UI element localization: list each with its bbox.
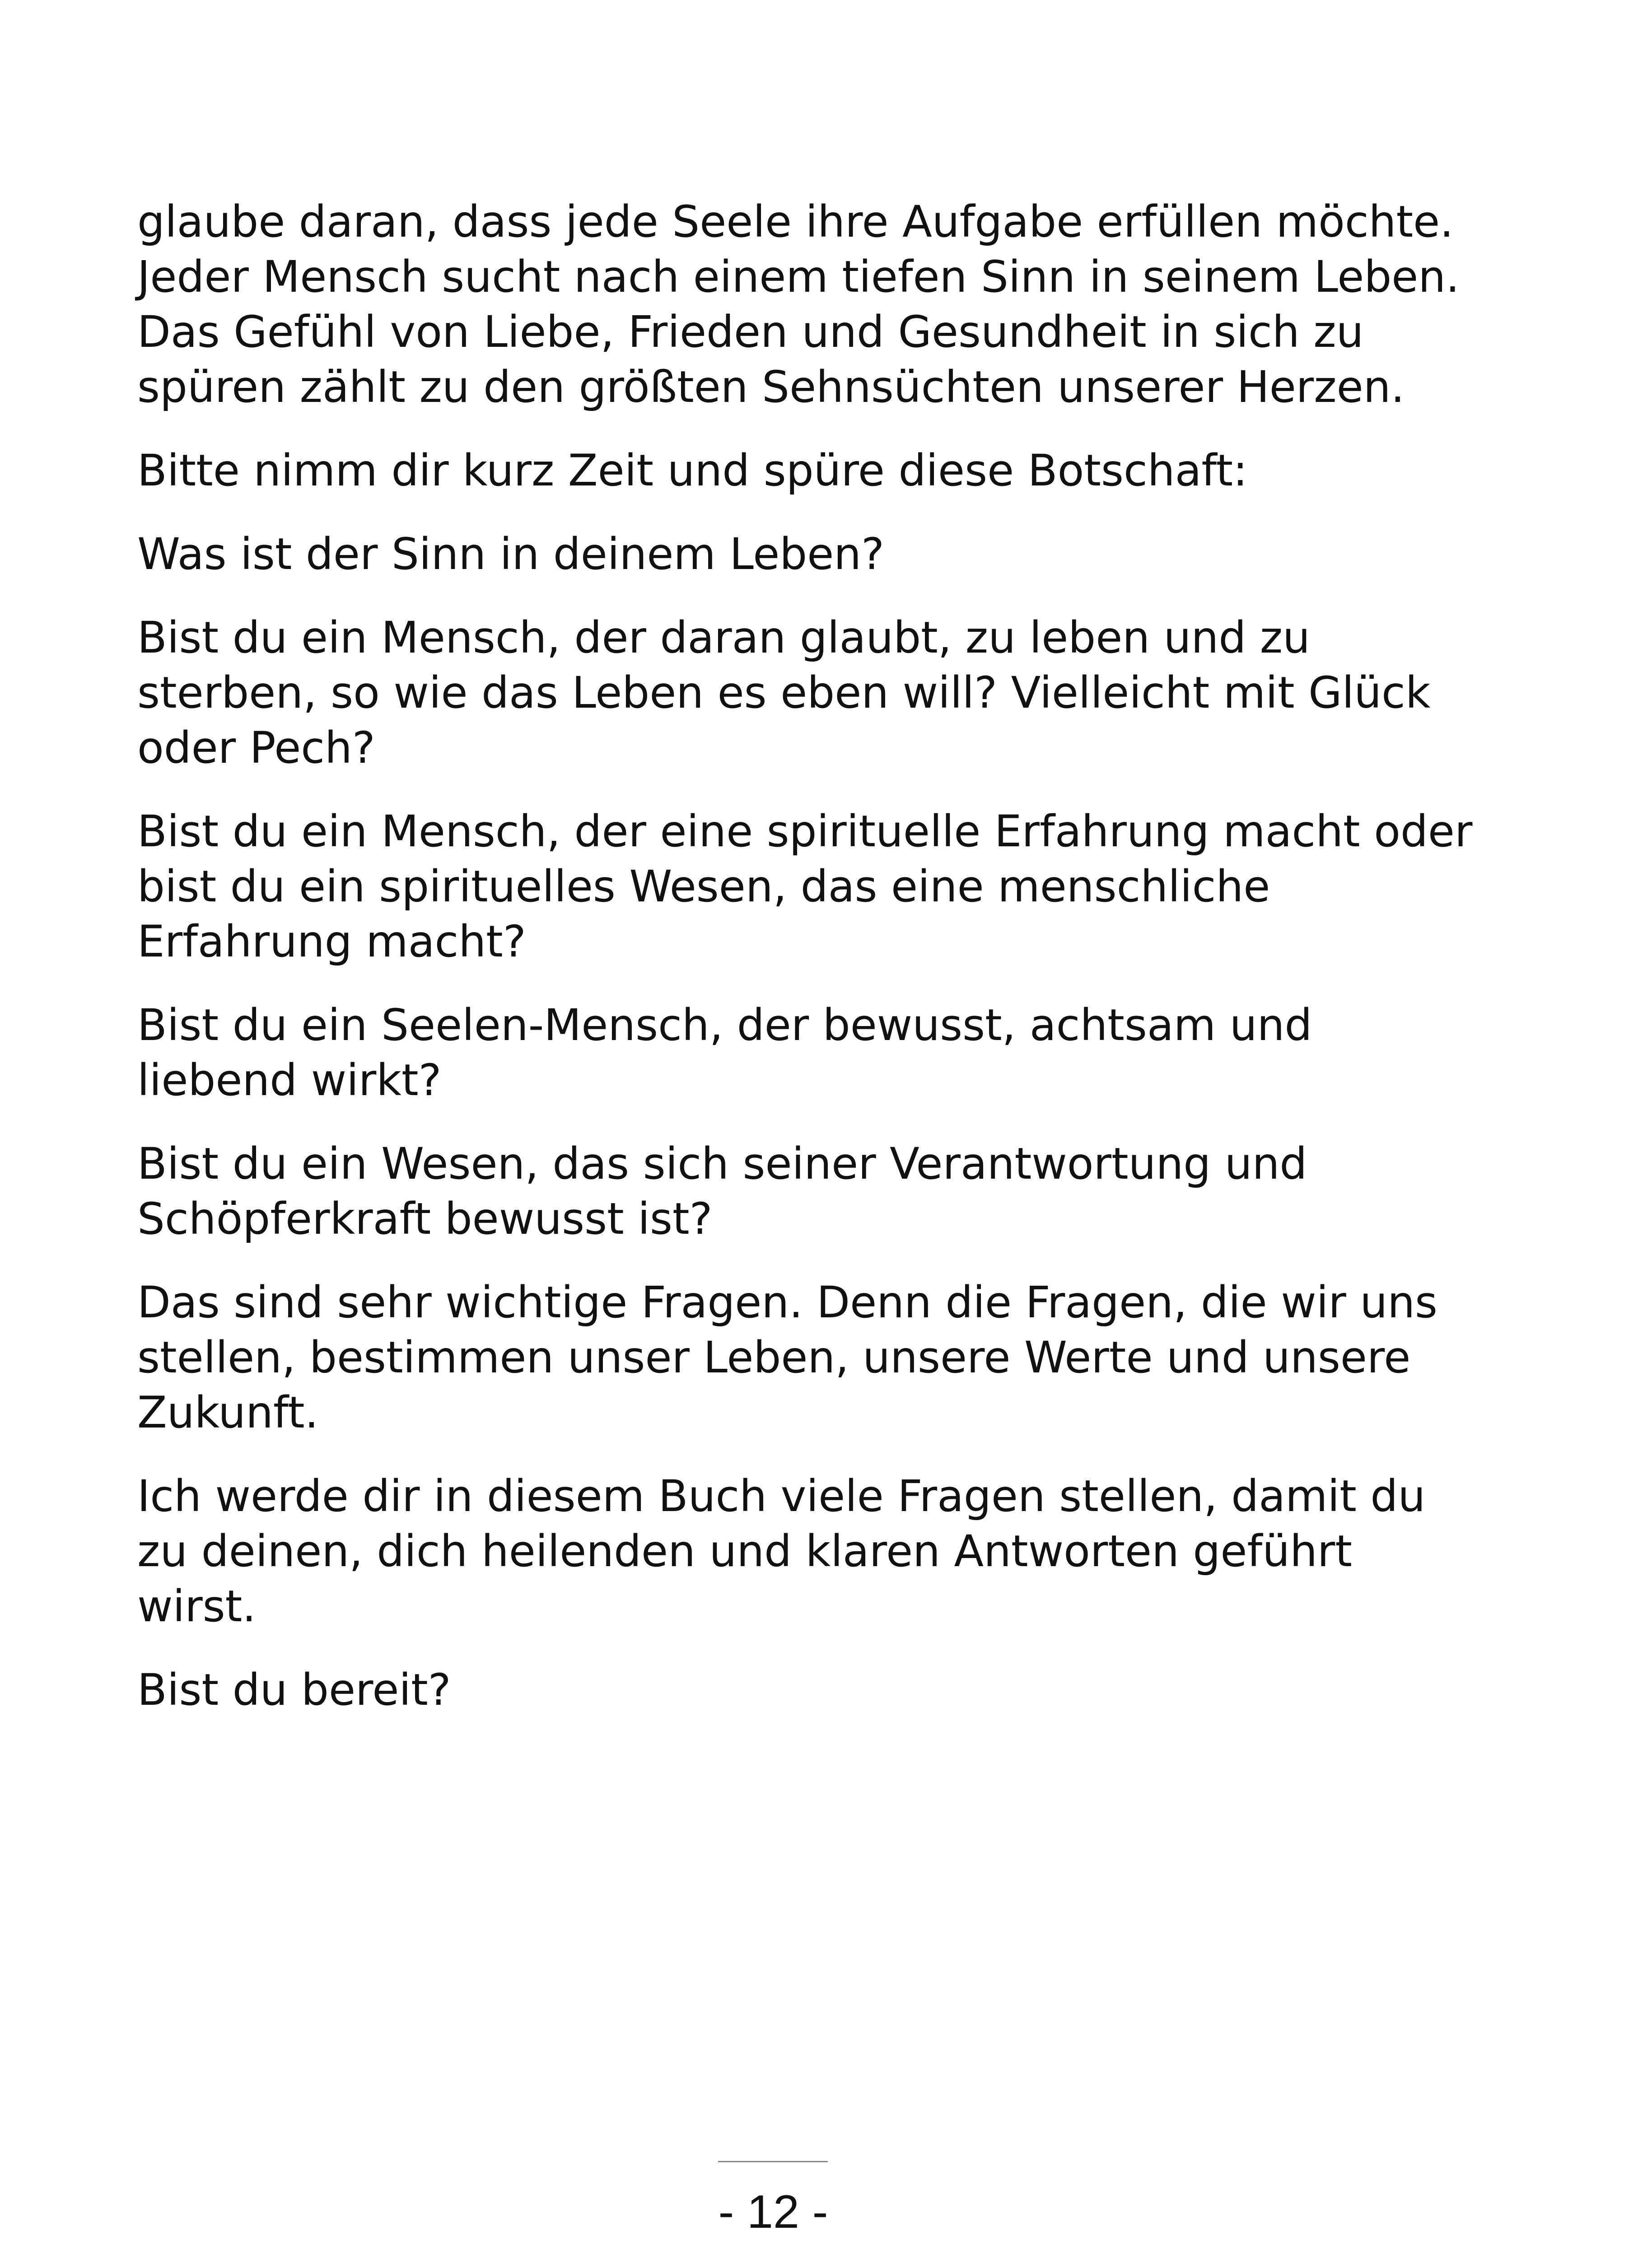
paragraph xyxy=(137,1469,1474,1634)
paragraph xyxy=(137,194,1474,415)
text-line: Bist du ein Wesen, das sich seiner Verantwortung und xyxy=(137,1138,1307,1189)
paragraph xyxy=(137,998,1474,1108)
text-line: liebend wirkt? xyxy=(137,1055,442,1106)
paragraph xyxy=(137,443,1474,498)
text-line: Ich werde dir in diesem Buch viele Fragen stellen, damit du xyxy=(137,1471,1426,1521)
text-line: Schöpferkraft bewusst ist? xyxy=(137,1194,713,1244)
text-line: Das Gefühl von Liebe, Frieden und Gesundheit in sich zu xyxy=(137,307,1364,357)
text-line: Jeder Mensch sucht nach einem tiefen Sinn in seinem Leben. xyxy=(137,252,1460,302)
text-line: Das sind sehr wichtige Fragen. Denn die Fragen, die wir uns xyxy=(137,1277,1438,1328)
paragraph xyxy=(137,1275,1474,1440)
text-line: Bist du ein Seelen-Mensch, der bewusst, achtsam und xyxy=(137,1000,1312,1050)
text-line: glaube daran, dass jede Seele ihre Aufgabe erfüllen möchte. xyxy=(137,196,1454,247)
paragraph xyxy=(137,610,1474,775)
text-line: Erfahrung macht? xyxy=(137,916,526,967)
paragraph xyxy=(137,804,1474,969)
paragraph xyxy=(137,1136,1474,1246)
text-line: Zukunft. xyxy=(137,1387,319,1438)
text-line: bist du ein spirituelles Wesen, das eine menschliche xyxy=(137,861,1270,912)
text-line: Bitte nimm dir kurz Zeit und spüre diese Botschaft: xyxy=(137,445,1248,496)
text-line: Was ist der Sinn in deinem Leben? xyxy=(137,529,885,579)
paragraph xyxy=(137,527,1474,582)
text-line: Bist du ein Mensch, der eine spirituelle Erfahrung macht oder xyxy=(137,806,1473,857)
paragraph xyxy=(137,1662,1474,1717)
footer-divider xyxy=(718,2161,828,2162)
text-line: wirst. xyxy=(137,1581,256,1632)
page-number: - 12 - xyxy=(718,2186,828,2238)
body-text xyxy=(137,194,1474,1746)
text-line: Bist du bereit? xyxy=(137,1665,451,1715)
text-line: stellen, bestimmen unser Leben, unsere Werte und unsere xyxy=(137,1332,1411,1383)
text-line: zu deinen, dich heilenden und klaren Antworten geführt xyxy=(137,1526,1353,1577)
text-line: spüren zählt zu den größten Sehnsüchten unserer Herzen. xyxy=(137,362,1405,412)
text-line: sterben, so wie das Leben es eben will? Vielleicht mit Glück xyxy=(137,667,1431,718)
text-line: oder Pech? xyxy=(137,723,375,773)
text-line: Bist du ein Mensch, der daran glaubt, zu leben und zu xyxy=(137,612,1311,663)
